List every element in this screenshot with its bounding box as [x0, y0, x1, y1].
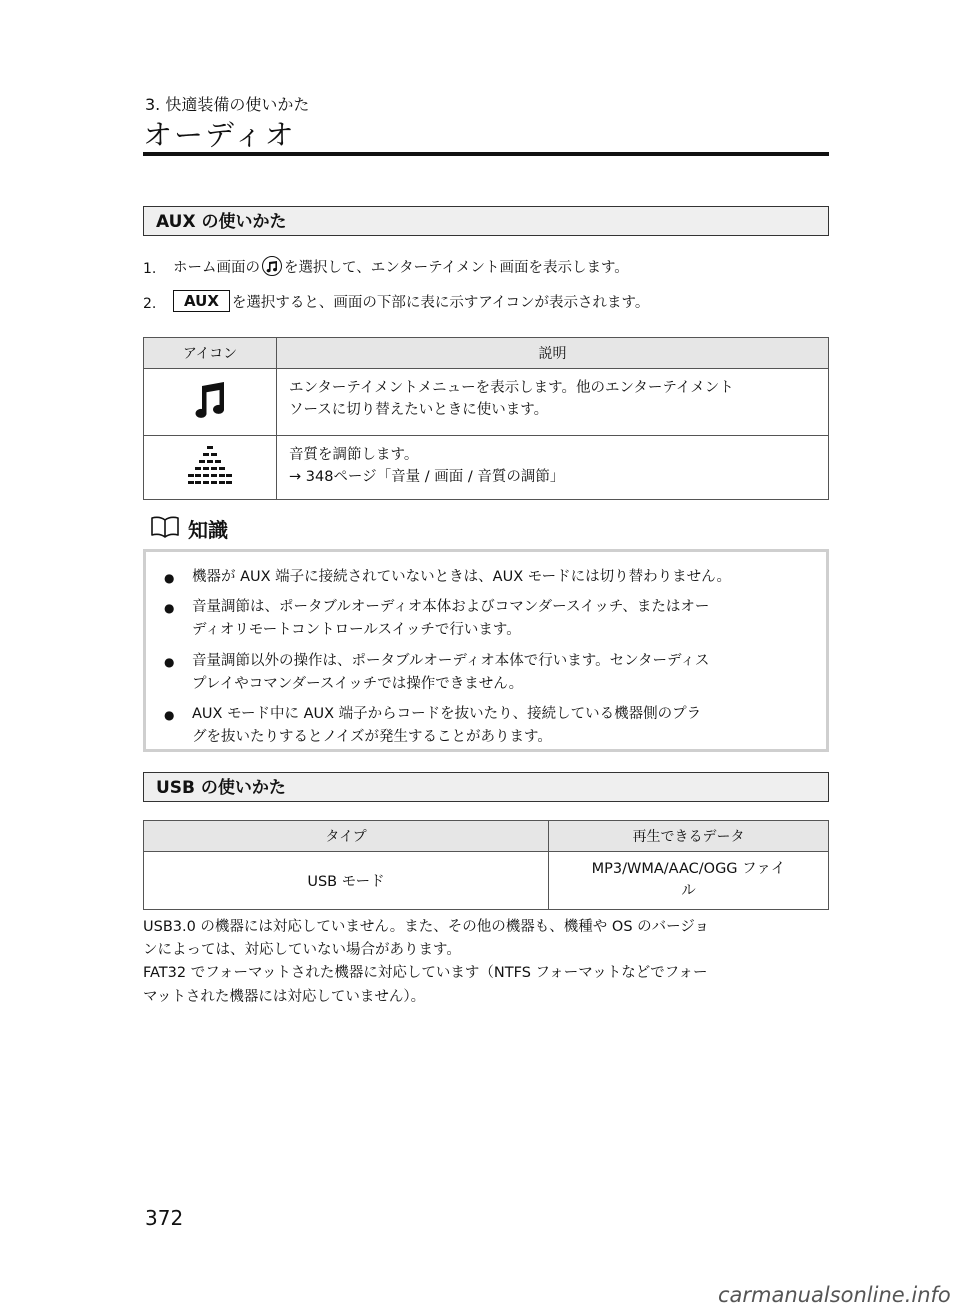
- bullet-icon: ●: [164, 601, 175, 616]
- desc-line: エンターテイメントメニューを表示します。他のエンターテイメント: [289, 380, 734, 396]
- watermark: carmanualsonline.info: [718, 1283, 951, 1307]
- desc-line: 音質を調節します。: [289, 447, 419, 463]
- paragraph-line: FAT32 でフォーマットされた機器に対応しています（NTFS フォーマットなどでフォー: [143, 965, 708, 982]
- desc-line: ソースに切り替えたいときに使います。: [289, 402, 549, 419]
- open-book-icon: [150, 515, 180, 543]
- aux-step-2: [143, 290, 649, 312]
- paragraph-line: ンによっては、対応していない場合があります。: [143, 942, 461, 959]
- table-row: [144, 369, 829, 436]
- page-title: オーディオ: [143, 118, 296, 152]
- list-item: [164, 596, 812, 642]
- table-cell: [277, 436, 829, 500]
- paragraph-line: マットされた機器には対応していません）。: [143, 988, 426, 1005]
- bullet-line: ディオリモートコントロールスイッチで行います。: [192, 622, 521, 639]
- list-item: [164, 650, 812, 696]
- paragraph-line: USB3.0 の機器には対応していません。また、その他の機器も、機種や OS のバージョ: [143, 919, 710, 935]
- bullet-line: プレイやコマンダースイッチでは操作できません。: [192, 675, 524, 692]
- table-cell: USB モード: [144, 852, 549, 910]
- cell-line: MP3/WMA/AAC/OGG ファイ: [591, 860, 786, 877]
- bullet-icon: ●: [164, 654, 175, 669]
- usb-section-heading: USB の使いかた: [143, 772, 829, 802]
- chapter-label: 3. 快適装備の使いかた: [145, 95, 310, 114]
- aux-step-1: [143, 255, 629, 277]
- knowledge-box: [143, 549, 829, 752]
- music-note-icon: [193, 408, 227, 424]
- bullet-icon: ●: [164, 571, 175, 585]
- bullet-icon: ●: [164, 707, 175, 722]
- table-header: タイプ: [144, 821, 549, 852]
- table-row: [144, 852, 829, 910]
- bullet-line: 音量調節は、ポータブルオーディオ本体およびコマンダースイッチ、またはオー: [192, 599, 710, 616]
- list-item: [164, 566, 812, 589]
- usb-paragraph: [143, 916, 833, 1009]
- step-text-post: を選択して、エンターテイメント画面を表示します。: [284, 259, 629, 276]
- step-number: 1.: [143, 261, 157, 277]
- desc-line: → 348ページ「音量 / 画面 / 音質の調節」: [289, 469, 565, 486]
- list-item: [164, 703, 812, 749]
- knowledge-title: 知識: [188, 518, 228, 542]
- table-cell: [277, 369, 829, 436]
- step-number: 2.: [143, 296, 157, 312]
- table-cell: [549, 852, 829, 910]
- equalizer-icon: [186, 476, 234, 492]
- usb-table: [143, 820, 829, 910]
- bullet-line: 音量調節以外の操作は、ポータブルオーディオ本体で行います。センターディス: [192, 652, 710, 669]
- page-number: 372: [145, 1206, 184, 1230]
- step-text-pre: ホーム画面の: [173, 259, 260, 276]
- table-header: 再生できるデータ: [549, 821, 829, 852]
- table-row: [144, 436, 829, 500]
- table-header: 説明: [277, 338, 829, 369]
- aux-key: AUX: [173, 290, 230, 312]
- bullet-line: 機器が AUX 端子に接続されていないときは、AUX モードには切り替わりません。: [192, 569, 732, 585]
- knowledge-header: [150, 514, 228, 543]
- step-text-post: を選択すると、画面の下部に表に示すアイコンが表示されます。: [231, 294, 650, 311]
- aux-section-heading: AUX の使いかた: [143, 206, 829, 236]
- table-cell: [144, 436, 277, 500]
- table-cell: [144, 369, 277, 436]
- aux-icon-table: [143, 337, 829, 500]
- title-rule: [143, 152, 829, 156]
- table-header: アイコン: [144, 338, 277, 369]
- cell-line: ル: [681, 882, 696, 899]
- bullet-line: グを抜いたりするとノイズが発生することがあります。: [192, 729, 552, 746]
- bullet-line: AUX モード中に AUX 端子からコードを抜いたり、接続している機器側のプラ: [192, 705, 702, 722]
- music-note-icon: [262, 256, 282, 276]
